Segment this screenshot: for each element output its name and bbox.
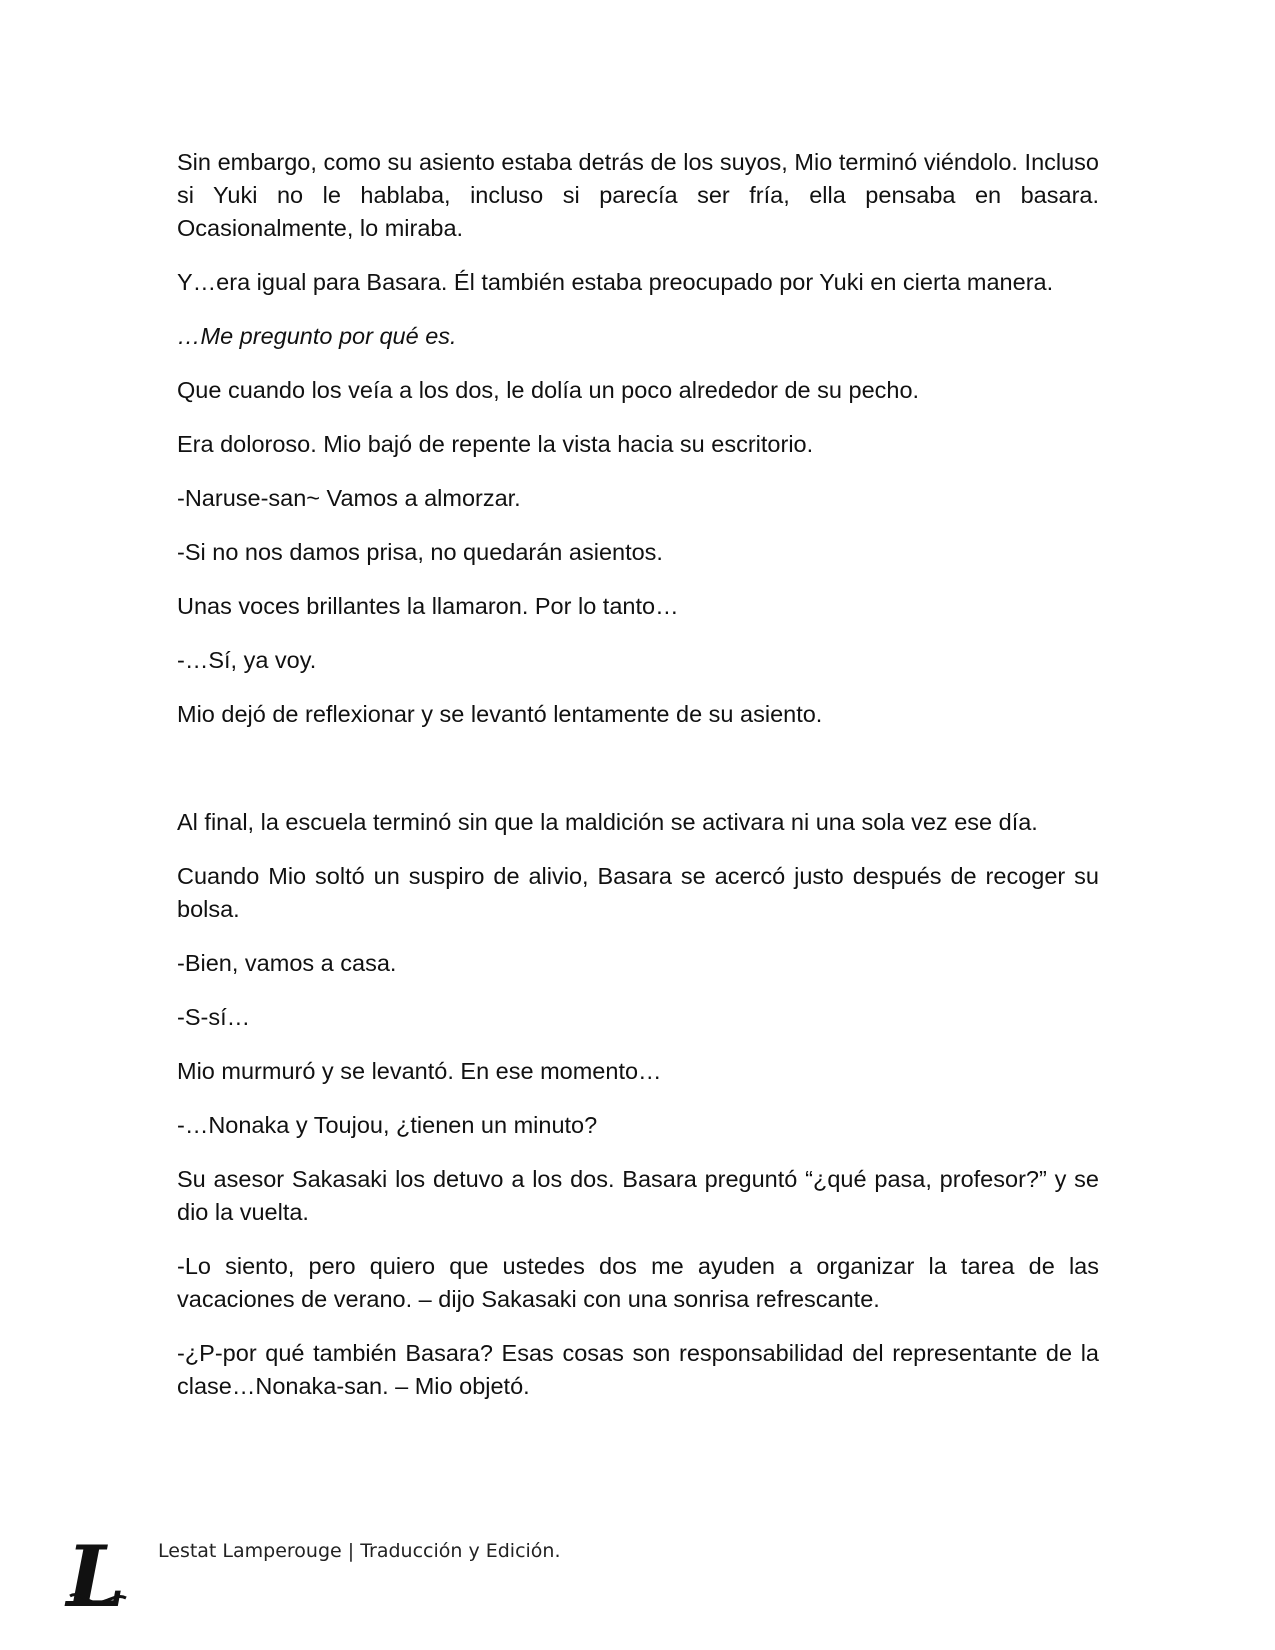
paragraph: -Si no nos damos prisa, no quedarán asientos. bbox=[177, 539, 663, 565]
page-body bbox=[177, 146, 1099, 1424]
svg-text:L: L bbox=[66, 1536, 126, 1614]
paragraph: -Bien, vamos a casa. bbox=[177, 950, 397, 976]
paragraph: -…Sí, ya voy. bbox=[177, 647, 317, 673]
page-footer bbox=[62, 1536, 762, 1616]
paragraph: Cuando Mio soltó un suspiro de alivio, Basara se acercó justo después de recoger su bolsa. bbox=[177, 863, 1099, 922]
footer-credit: Lestat Lamperouge | Traducción y Edición. bbox=[158, 1540, 561, 1562]
paragraph: -¿P-por qué también Basara? Esas cosas son responsabilidad del representante de la clase…Nonaka-san. – Mio objetó. bbox=[177, 1340, 1099, 1399]
paragraph: Sin embargo, como su asiento estaba detrás de los suyos, Mio terminó viéndolo. Incluso si Yuki no le hablaba, incluso si parecía ser fría, ella pensaba en basara. Ocasionalmente, lo miraba. bbox=[177, 149, 1099, 241]
scene-break bbox=[177, 752, 1099, 806]
paragraph: Mio murmuró y se levantó. En ese momento… bbox=[177, 1058, 662, 1084]
paragraph: -S-sí… bbox=[177, 1004, 251, 1030]
gothic-l-logo-icon bbox=[62, 1536, 130, 1614]
paragraph: Su asesor Sakasaki los detuvo a los dos. Basara preguntó “¿qué pasa, profesor?” y se dio la vuelta. bbox=[177, 1166, 1099, 1225]
paragraph: Que cuando los veía a los dos, le dolía un poco alrededor de su pecho. bbox=[177, 377, 920, 403]
paragraph: -…Nonaka y Toujou, ¿tienen un minuto? bbox=[177, 1112, 598, 1138]
text-section-after-break bbox=[177, 806, 1099, 1403]
paragraph: Al final, la escuela terminó sin que la maldición se activara ni una sola vez ese día. bbox=[177, 809, 1038, 835]
paragraph: Y…era igual para Basara. Él también estaba preocupado por Yuki en cierta manera. bbox=[177, 269, 1054, 295]
paragraph: …Me pregunto por qué es. bbox=[177, 323, 457, 349]
paragraph: Mio dejó de reflexionar y se levantó lentamente de su asiento. bbox=[177, 701, 823, 727]
paragraph: Era doloroso. Mio bajó de repente la vista hacia su escritorio. bbox=[177, 431, 814, 457]
paragraph: -Naruse-san~ Vamos a almorzar. bbox=[177, 485, 521, 511]
text-section-before-break bbox=[177, 146, 1099, 731]
paragraph: -Lo siento, pero quiero que ustedes dos me ayuden a organizar la tarea de las vacaciones de verano. – dijo Sakasaki con una sonrisa refrescante. bbox=[177, 1253, 1099, 1312]
paragraph: Unas voces brillantes la llamaron. Por lo tanto… bbox=[177, 593, 679, 619]
